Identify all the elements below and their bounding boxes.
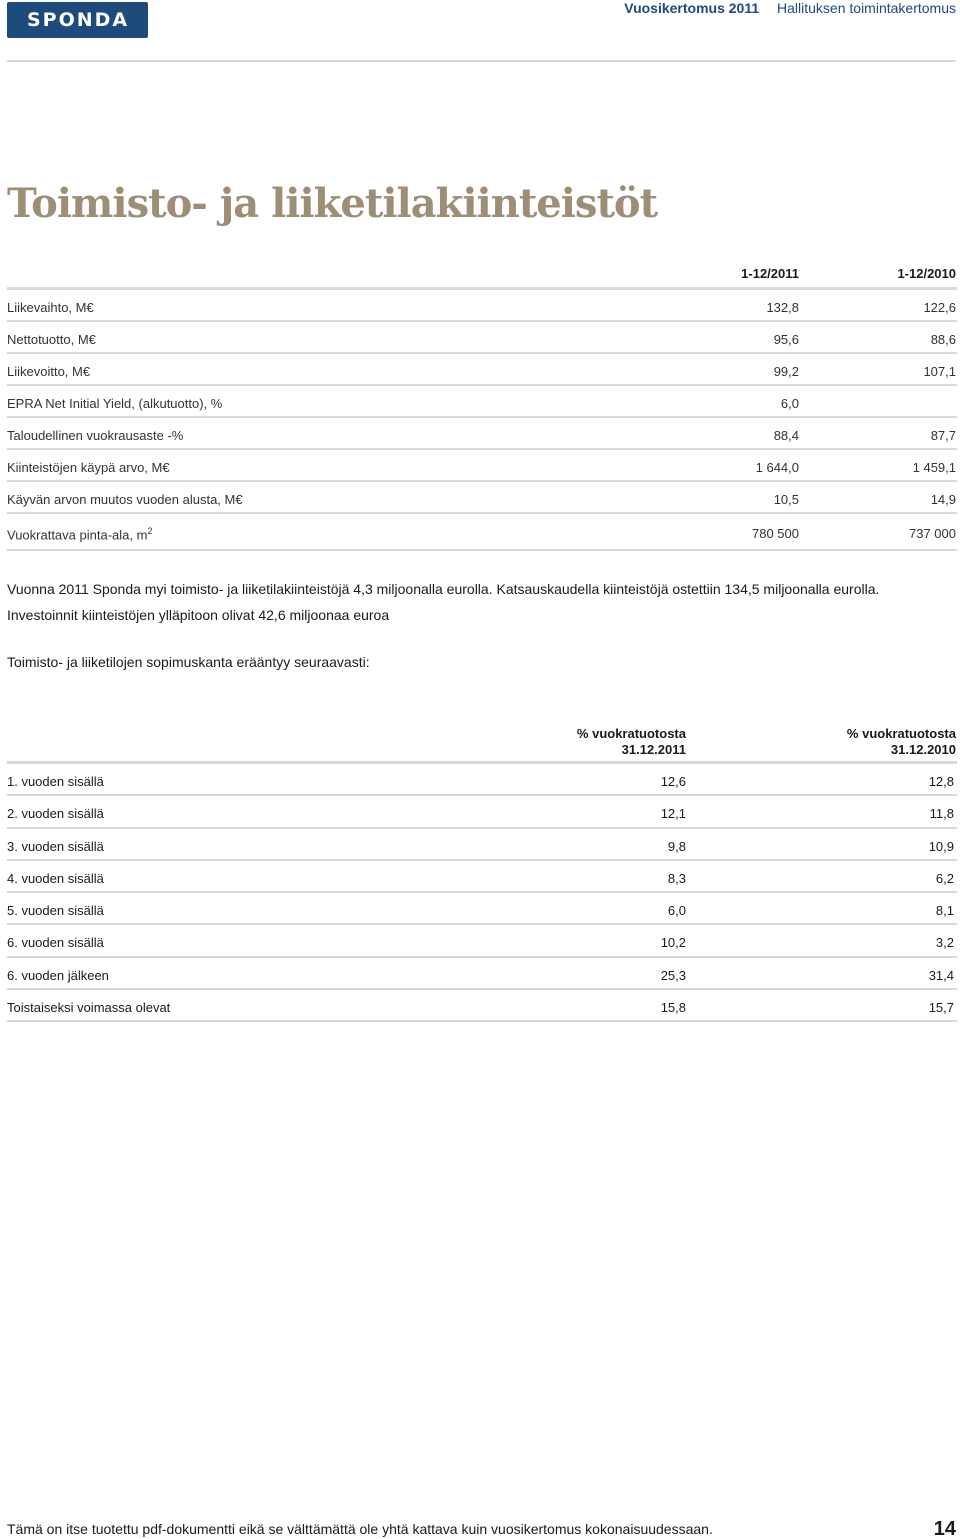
page-title: Toimisto- ja liiketilakiinteistöt bbox=[7, 180, 658, 227]
lease-table-header bbox=[7, 722, 957, 764]
summary-paragraph bbox=[7, 576, 957, 628]
value-2011: 12,1 bbox=[660, 806, 686, 822]
summary-line-1: Vuonna 2011 Sponda myi toimisto- ja liiketilakiinteistöjä 4,3 miljoonalla eurolla. Katsauskaudella kiinteistöjä ostettiin 134,5 miljoonalla eurolla. bbox=[7, 581, 880, 597]
table-row bbox=[7, 354, 957, 386]
table-row bbox=[7, 450, 957, 482]
table-row bbox=[7, 764, 957, 796]
kpi-table bbox=[7, 258, 957, 551]
row-label: Käyvän arvon muutos vuoden alusta, M€ bbox=[7, 492, 243, 507]
value-2011: 12,6 bbox=[660, 774, 686, 789]
column-header-2011-line1: % vuokratuotosta bbox=[576, 726, 686, 741]
row-label: Kiinteistöjen käypä arvo, M€ bbox=[7, 460, 170, 475]
row-label: 5. vuoden sisällä bbox=[7, 903, 104, 919]
table-row bbox=[7, 386, 957, 418]
row-label: Toistaiseksi voimassa olevat bbox=[7, 1000, 171, 1016]
row-label: EPRA Net Initial Yield, (alkutuotto), % bbox=[7, 396, 223, 411]
row-label: 2. vuoden sisällä bbox=[7, 806, 104, 822]
column-header-2011 bbox=[577, 726, 686, 758]
row-label: 6. vuoden sisällä bbox=[7, 935, 104, 951]
sponda-logo: SPONDA bbox=[7, 2, 148, 38]
row-label: Liikevoitto, M€ bbox=[7, 364, 91, 379]
value-2011: 6,0 bbox=[780, 396, 799, 411]
row-label: Nettotuotto, M€ bbox=[7, 332, 96, 347]
column-header-2011: 1-12/2011 bbox=[741, 266, 799, 281]
value-2010: 8,1 bbox=[935, 903, 954, 919]
row-label: 3. vuoden sisällä bbox=[7, 838, 104, 854]
column-header-2010-line1: % vuokratuotosta bbox=[846, 726, 956, 741]
value-2010: 1 459,1 bbox=[912, 460, 956, 475]
table-row bbox=[7, 482, 957, 514]
page-header bbox=[624, 0, 956, 16]
superscript-2: 2 bbox=[147, 526, 153, 536]
table-row bbox=[7, 418, 957, 450]
page-number: 14 bbox=[933, 1518, 956, 1539]
summary-line-2: Investoinnit kiinteistöjen ylläpitoon olivat 42,6 miljoonaa euroa bbox=[7, 607, 390, 623]
value-2010: 88,6 bbox=[930, 332, 956, 347]
column-header-2010-line2: 31.12.2010 bbox=[890, 742, 956, 757]
value-2010: 12,8 bbox=[928, 774, 954, 789]
table-row bbox=[7, 861, 957, 893]
value-2011: 9,8 bbox=[667, 838, 686, 854]
value-2011: 10,2 bbox=[660, 935, 686, 951]
value-2011: 25,3 bbox=[660, 967, 686, 983]
table-row bbox=[7, 290, 957, 322]
row-label bbox=[7, 526, 152, 542]
column-header-2011-line2: 31.12.2011 bbox=[621, 742, 686, 757]
section-title: Hallituksen toimintakertomus bbox=[777, 0, 956, 16]
value-2010: 107,1 bbox=[923, 364, 956, 379]
table-row bbox=[7, 925, 957, 957]
table-row bbox=[7, 958, 957, 990]
kpi-table-header bbox=[7, 258, 957, 290]
table-row bbox=[7, 322, 957, 354]
value-2011: 10,5 bbox=[773, 492, 799, 507]
value-2010: 31,4 bbox=[928, 967, 954, 983]
lease-expiry-table bbox=[7, 722, 957, 1022]
lease-intro: Toimisto- ja liiketilojen sopimuskanta erääntyy seuraavasti: bbox=[7, 654, 370, 670]
column-header-2010 bbox=[847, 726, 956, 758]
value-2010: 6,2 bbox=[935, 870, 954, 886]
value-2011: 95,6 bbox=[773, 332, 799, 347]
value-2011: 6,0 bbox=[667, 903, 686, 919]
value-2010: 14,9 bbox=[930, 492, 956, 507]
value-2010: 15,7 bbox=[928, 1000, 954, 1016]
value-2011: 132,8 bbox=[766, 300, 799, 315]
value-2010: 122,6 bbox=[923, 300, 956, 315]
value-2011: 99,2 bbox=[773, 364, 799, 379]
value-2011: 780 500 bbox=[752, 526, 799, 541]
row-label: 1. vuoden sisällä bbox=[7, 774, 104, 789]
value-2010: 737 000 bbox=[909, 526, 956, 541]
table-row bbox=[7, 990, 957, 1022]
value-2011: 15,8 bbox=[660, 1000, 686, 1016]
value-2010: 87,7 bbox=[930, 428, 956, 443]
row-label: Taloudellinen vuokrausaste -% bbox=[7, 428, 184, 443]
value-2011: 8,3 bbox=[667, 870, 686, 886]
table-row bbox=[7, 796, 957, 828]
value-2011: 88,4 bbox=[773, 428, 799, 443]
table-row bbox=[7, 893, 957, 925]
header-divider bbox=[7, 60, 956, 62]
value-2010: 11,8 bbox=[929, 806, 954, 822]
value-2010: 3,2 bbox=[935, 935, 954, 951]
row-label-text: Vuokrattava pinta-ala, m bbox=[7, 527, 148, 543]
report-title: Vuosikertomus 2011 bbox=[624, 0, 760, 16]
table-row bbox=[7, 829, 957, 861]
value-2010: 10,9 bbox=[928, 838, 954, 854]
footer-note: Tämä on itse tuotettu pdf-dokumentti eikä se välttämättä ole yhtä kattava kuin vuosikertomus kokonaisuudessaan. bbox=[7, 1521, 713, 1537]
row-label: 6. vuoden jälkeen bbox=[7, 967, 109, 983]
row-label: Liikevaihto, M€ bbox=[7, 300, 94, 315]
row-label: 4. vuoden sisällä bbox=[7, 870, 104, 886]
value-2011: 1 644,0 bbox=[755, 460, 799, 475]
column-header-2010: 1-12/2010 bbox=[897, 266, 956, 281]
table-row bbox=[7, 514, 957, 551]
